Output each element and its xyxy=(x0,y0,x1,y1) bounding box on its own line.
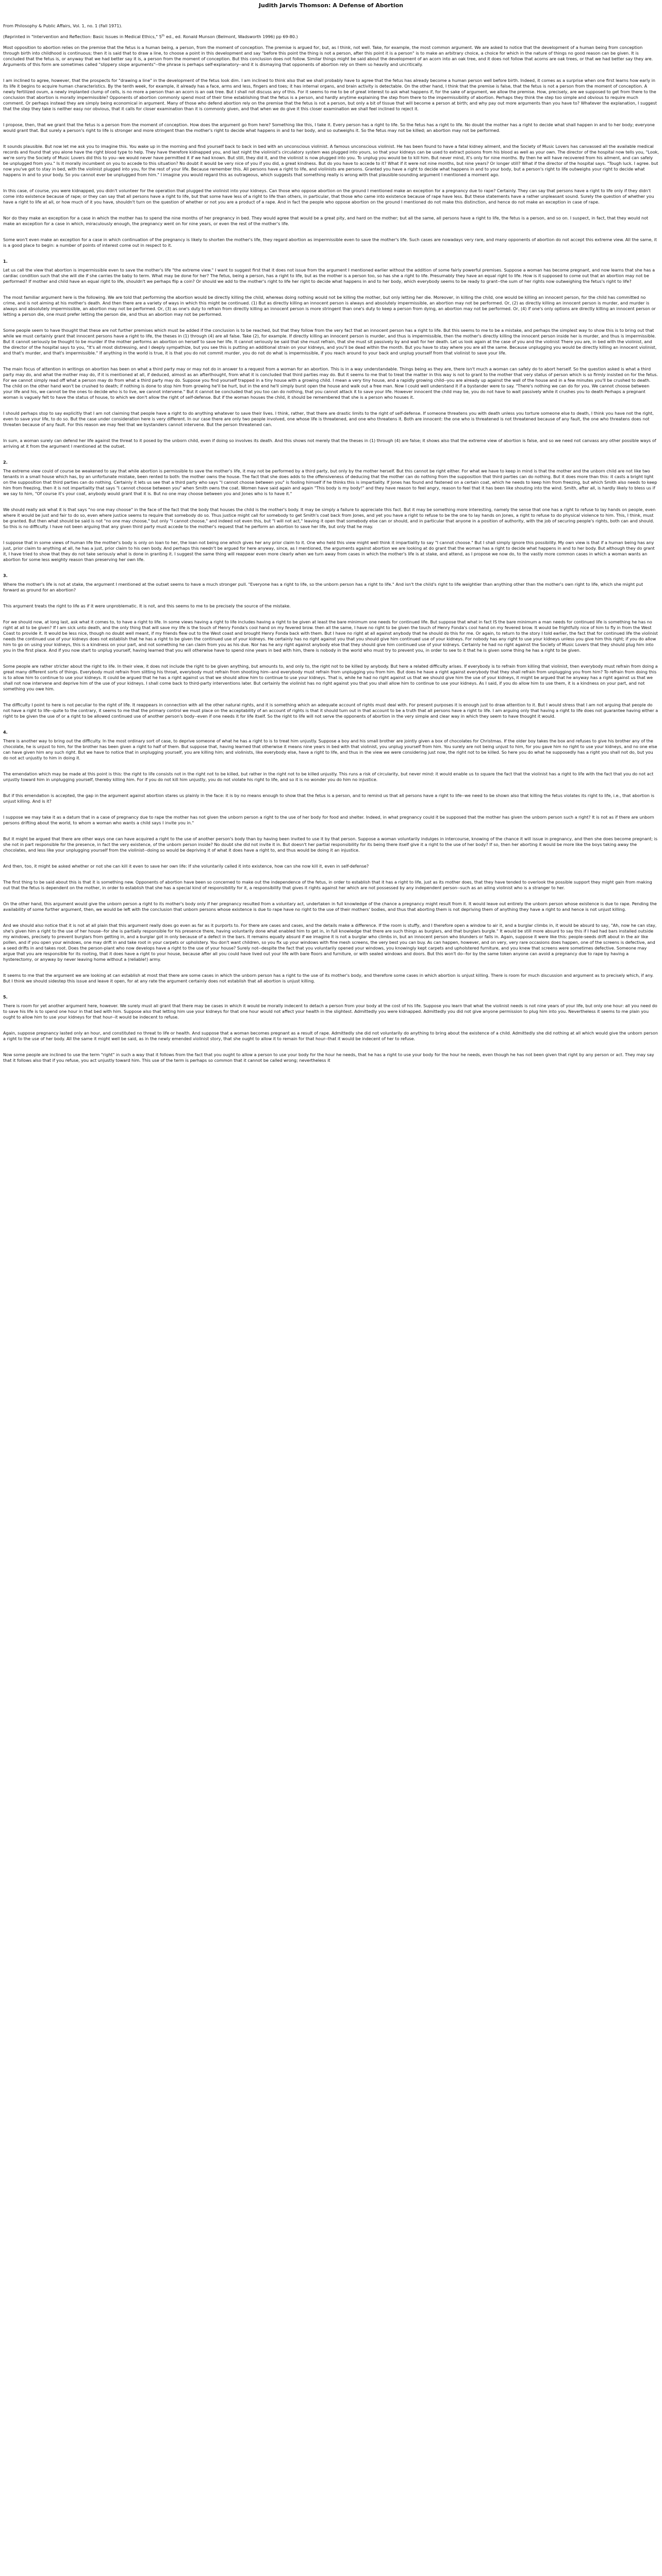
paragraph: This argument treats the right to life as if it were unproblematic. It is not, and this seems to me to be precisely the source of the mistake. xyxy=(3,603,291,608)
paragraph: Nor do they make an exception for a case in which the mother has to spend the nine months of her pregnancy in bed. They would agree that would be a great pity, and hard on the mother; but all the same, all persons have a right to life, the fetus is a person, and so on. I suspect, in fact, that they would not make an exception for a case in which, miraculously enough, the pregnancy went on for nine years, or even the rest of the mother's life. xyxy=(3,215,649,226)
paragraph: On the other hand, this argument would give the unborn person a right to its mother's body only if her pregnancy resulted from a voluntary act, undertaken in full knowledge of the chance a pregnancy might result from it. It would leave out entirely the unborn person whose existence is due to rape. Pending the availability of some further argument, then, we would be left with the conclusion that unborn persons whose existence is due to rape have no right to the use of their mothers' bodies, and thus that aborting them is not depriving them of anything they have a right to and hence is not unjust killing. xyxy=(3,901,657,912)
paragraph: I suppose that in some views of human life the mother's body is only on loan to her, the loan not being one which gives her any prior claim to it. One who held this view might well think it impartiality to say "I cannot choose." But I shall simply ignore this possibility. My own view is that if a human being has any just, prior claim to anything at all, he has a just, prior claim to his own body. And perhaps this needn't be argued for here anyway, since, as I mentioned, the arguments against abortion we are looking at do grant that the woman has a right to decide what happens in and to her body. But although they do grant it, I have tried to show that they do not take seriously what is done in granting it. I suggest the same thing will reappear even more clearly when we turn away from cases in which the mother's life is at stake, and attend, as I propose we now do, to the vastly more common cases in which a woman wants an abortion for some less weighty reason than preserving her own life. xyxy=(3,539,655,562)
section-number-1: 1. xyxy=(3,258,8,264)
paragraph: Some people are rather stricter about the right to life. In their view, it does not include the right to be given anything, but amounts to, and only to, the right not to be killed by anybody. But here a related difficulty arises. If everybody is to refrain from killing that violinist, then everybody must refrain from doing a great many different sorts of things. Everybody must refrain from slitting his throat, everybody must refrain from shooting him--and everybody must refrain from unplugging you from him. But does he have a right against everybody that they shall refrain from unplugging you from him? To refrain from doing this is to allow him to continue to use your kidneys. It could be argued that he has a right against us that we should allow him to continue to use your kidneys. That is, while he had no right against us that we should give him the use of your kidneys, it might be argued that he anyway has a right against us that we shall not now intervene and deprive him of the use of your kidneys. I shall come back to third-party interventions later. But certainly the violinist has no right against you that you shall allow him to continue to use your kidneys. As I said, if you do allow him to use them, it is a kindness on your part, and not something you owe him. xyxy=(3,663,658,691)
paragraph: There is room for yet another argument here, however. We surely must all grant that there may be cases in which it would be morally indecent to detach a person from your body at the cost of his life. Suppose you learn that what the violinist needs is not nine years of your life, but only one hour: all you need do to save his life is to spend one hour in that bed with him. Suppose also that letting him use your kidneys for that one hour would not affect your health in the slightest. Admittedly you were kidnapped. Admittedly you did not give anyone permission to plug him into you. Nevertheless it seems to me plain you ought to allow him to use your kidneys for that hour--it would be indecent to refuse. xyxy=(3,1003,657,1020)
reprint-citation xyxy=(3,34,659,40)
paragraph: I should perhaps stop to say explicitly that I am not claiming that people have a right to do anything whatever to save their lives. I think, rather, that there are drastic limits to the right of self-defense. If someone threatens you with death unless you torture someone else to death, I think you have not the right, even to save your life, to do so. But the case under consideration here is very different. In our case there are only two people involved, one whose life is threatened, and one who threatens it. Both are innocent: the one who is threatened is not threatened because of any fault, the one who threatens does not threaten because of any fault. For this reason we may feel that we bystanders cannot intervene. But the person threatened can. xyxy=(3,410,654,427)
section-number-5: 5. xyxy=(3,994,8,999)
paragraph: Where the mother's life is not at stake, the argument I mentioned at the outset seems to have a much stronger pull. "Everyone has a right to life, so the unborn person has a right to life." And isn't the child's right to life weightier than anything other than the mother's own right to life, which she might put forward as ground for an abortion? xyxy=(3,581,643,592)
paragraph: For we should now, at long last, ask what it comes to, to have a right to life. In some views having a right to life includes having a right to be given at least the bare minimum one needs for continued life. But suppose that what in fact IS the bare minimum a man needs for continued life is something he has no right at all to be given? If I am sick unto death, and the only thing that will save my life is the touch of Henry Fonda's cool hand on my fevered brow. then all the same, I have no right to be given the touch of Henry Fonda's cool hand on my fevered brow. It would be frightfully nice of him to fly in from the West Coast to provide it. It would be less nice, though no doubt well meant, if my friends flew out to the West coast and brought Henry Fonda back with them. But I have no right at all against anybody that he should do this for me. Or again, to return to the story I told earlier, the fact that for continued life the violinist needs the continued use of your kidneys does not establish that he has a right to be given the continued use of your kidneys. He certainly has no right against you that you should give him continued use of your kidneys. For nobody has any right to use your kidneys unless you give him this right; if you do allow him to go on using your kidneys, this is a kindness on your part, and not something he can claim from you as his due. Nor has he any right against anybody else that they should give him continued use of your kidneys. Certainly he had no right against the Society of Music Lovers that they should plug him into you in the first place. And if you now start to unplug yourself, having learned that you will otherwise have to spend nine years in bed with him, there is nobody in the world who must try to prevent you, in order to see to it that he is given some thing he has a right to be given. xyxy=(3,619,658,653)
reprint-citation-part1: (Reprinted in "Intervention and Reflection: Basic Issues in Medical Ethics," 5 xyxy=(3,33,162,39)
section-number-3: 3. xyxy=(3,572,8,578)
paragraph: And then, too, it might be asked whether or not she can kill it even to save her own life: If she voluntarily called it into existence, how can she now kill it, even in self-defense? xyxy=(3,863,369,869)
paragraph: The first thing to be said about this is that it is something new. Opponents of abortion have been so concerned to make out the independence of the fetus, in order to establish that it has a right to life, just as its mother does, that they have tended to overlook the possible support they might gain from making out that the fetus is dependent on the mother, in order to establish that she has a special kind of responsibility for it, a responsibility that gives it rights against her which are not possessed by any independent person--such as an ailing violinist who is a stranger to her. xyxy=(3,879,652,890)
paragraph: The most familiar argument here is the following. We are told that performing the abortion would be directly killing the child, whereas doing nothing would not be killing the mother, but only letting her die. Moreover, in killing the child, one would be killing an innocent person, for the child has committed no crime, and is not aiming at his mother's death. And then there are a variety of ways in which this might be continued. (1) But as directly killing an innocent person is always and absolutely impermissible, an abortion may not be performed. Or, (2) as directly killing an innocent person is murder, and murder is always and absolutely impermissible, an abortion may not be performed. Or, (3) as one's duty to refrain from directly killing an innocent person is more stringent than one's duty to keep a person from dying, an abortion may not be performed. Or, (4) if one's only options are directly killing an innocent person or letting a person die, one must prefer letting the person die, and thus an abortion may not be performed. xyxy=(3,294,656,317)
paragraph: The main focus of attention in writings on abortion has been on what a third party may or may not do in answer to a request from a woman for an abortion. This is in a way understandable. Things being as they are, there isn't much a woman can safely do to abort herself. So the question asked is what a third party may do, and what the mother may do, if it is mentioned at all, if deduced, almost as an afterthought, from what it is concluded that third parties may do. But it seems to me that to treat the matter in this way is not to grant to the mother that very status of person which is so firmly insisted on for the fetus. For we cannot simply read off what a person may do from what a third party may do. Suppose you find yourself trapped in a tiny house with a growing child. I mean a very tiny house, and a rapidly growing child--you are already up against the wall of the house and in a few minutes you'll be crushed to death. The child on the other hand won't be crushed to death; if nothing is done to stop him from growing he'll be hurt, but in the end he'll simply burst open the house and walk out a free man. Now I could well understand it if a bystander were to say. "There's nothing we can do for you. We cannot choose between your life and his, we cannot be the ones to decide who is to live, we cannot intervene." But it cannot be concluded that you too can do nothing, that you cannot attack it to save your life. However innocent the child may be, you do not have to wait passively while it crushes you to death Perhaps a pregnant woman is vaguely felt to have the status of house, to which we don't allow the right of self-defense. But if the woman houses the child, it should be remembered that she is a person who houses it. xyxy=(3,366,658,400)
document-title: Judith Jarvis Thomson: A Defense of Abortion xyxy=(258,2,404,9)
paragraph: It sounds plausible. But now let me ask you to imagine this. You wake up in the morning and find yourself back to back in bed with an unconscious violinist. A famous unconscious violinist. He has been found to have a fatal kidney ailment, and the Society of Music Lovers has canvassed all the available medical records and found that you alone have the right blood type to help. They have therefore kidnapped you, and last night the violinist's circulatory system was plugged into yours, so that your kidneys can be used to extract poisons from his blood as well as your own. The director of the hospital now tells you, "Look, we're sorry the Society of Music Lovers did this to you--we would never have permitted it if we had known. But still, they did it, and the violinist is now plugged into you. To unplug you would be to kill him. But never mind, it's only for nine months. By then he will have recovered from his ailment, and can safely be unplugged from you." Is it morally incumbent on you to accede to this situation? No doubt it would be very nice of you if you did, a great kindness. But do you have to accede to it? What if it were not nine months, but nine years? Or longer still? What if the director of the hospital says. "Tough luck. I agree. but now you've got to stay in bed, with the violinist plugged into you, for the rest of your life. Because remember this. All persons have a right to life, and violinists are persons. Granted you have a right to decide what happens in and to your body, but a person's right to life outweighs your right to decide what happens in and to your body. So you cannot ever be unplugged from him." I imagine you would regard this as outrageous, which suggests that something really is wrong with that plausible-sounding argument I mentioned a moment ago. xyxy=(3,143,659,177)
source-citation: From Philosophy & Public Affairs, Vol. 1, no. 1 (Fall 1971). xyxy=(3,23,123,28)
paragraph: The emendation which may be made at this point is this: the right to life consists not in the right not to be killed, but rather in the right not to be killed unjustly. This runs a risk of circularity, but never mind: it would enable us to square the fact that the violinist has a right to life with the fact that you do not act unjustly toward him in unplugging yourself, thereby killing him. For if you do not kill him unjustly, you do not violate his right to life, and so it is no wonder you do him no injustice. xyxy=(3,771,654,782)
paragraph: And we should also notice that it is not at all plain that this argument really does go even as far as it purports to. For there are cases and cases, and the details make a difference. If the room is stuffy, and I therefore open a window to air it, and a burglar climbs in, it would be absurd to say, "Ah, now he can stay, she's given him a right to the use of her house--for she is partially responsible for his presence there, having voluntarily done what enabled him to get in, in full knowledge that there are such things as burglars, and that burglars burgle." It would be still more absurd to say this if I had had bars installed outside my windows, precisely to prevent burglars from getting in, and a burglar got in only because of a defect in the bars. It remains equally absurd if we imagine it is not a burglar who climbs in, but an innocent person who blunders or falls in. Again, suppose it were like this: people-seeds drift about in the air like pollen, and if you open your windows, one may drift in and take root in your carpets or upholstery. You don't want children, so you fix up your windows with fine mesh screens, the very best you can buy. As can happen, however, and on very, very rare occasions does happen, one of the screens is defective, and a seed drifts in and takes root. Does the person-plant who now develops have a right to the use of your house? Surely not--despite the fact that you voluntarily opened your windows, you knowingly kept carpets and upholstered furniture, and you knew that screens were sometimes defective. Someone may argue that you are responsible for its rooting, that it does have a right to your house, because after all you could have lived out your life with bare floors and furniture, or with sealed windows and doors. But this won't do--for by the same token anyone can avoid a pregnancy due to rape by having a hysterectomy, or anyway by never leaving home without a (reliable!) army. xyxy=(3,922,657,962)
paragraph: The difficulty I point to here is not peculiar to the right of life. It reappears in connection with all the other natural rights, and it is something which an adequate account of rights must deal with. For present purposes it is enough just to draw attention to it. But I would stress that I am not arguing that people do not have a right to life--quite to the contrary, it seems to me that the primary control we must place on the acceptability of an account of rights is that it should turn out in that account to be a truth that all persons have a right to life. I am arguing only that having a right to life does not guarantee having either a right to be given the use of or a right to be allowed continued use of another person's body--even if one needs it for life itself. So the right to life will not serve the opponents of abortion in the very simple and clear way in which they seem to have thought it would. xyxy=(3,702,658,719)
paragraph: I propose, then, that we grant that the fetus is a person from the moment of conception. How does the argument go from here? Something like this, I take it. Every person has a right to life. So the fetus has a right to life. No doubt the mother has a right to decide what shall happen in and to her body; everyone would grant that. But surely a person's right to life is stronger and more stringent than the mother's right to decide what happens in and to her body, and so outweighs it. So the fetus may not be killed; an abortion may not be performed. xyxy=(3,122,655,133)
paragraph: Let us call the view that abortion is impermissible even to save the mother's life "the extreme view." I want to suggest first that it does not issue from the argument I mentioned earlier without the addition of some fairly powerful premises. Suppose a woman has become pregnant, and now learns that she has a cardiac condition such that she will die if she carries the baby to term. What may be done for her? The fetus, being a person, has a right to life, but as the mother is a person too, so has she a right to life. Presumably they have an equal right to life. How is it supposed to come out that an abortion may not be performed? If mother and child have an equal right to life, shouldn't we perhaps flip a coin? Or should we add to the mother's right to life her right to decide what happens in and to her body, which everybody seems to be ready to grant--the sum of her rights now outweighing the fetus's right to life? xyxy=(3,267,655,284)
paragraph: But it might be argued that there are other ways one can have acquired a right to the use of another person's body than by having been invited to use it by that person. Suppose a woman voluntarily indulges in intercourse, knowing of the chance it will issue in pregnancy, and then she does become pregnant; is she not in part responsible for the presence, in fact the very existence, of the unborn person inside? No doubt she did not invite it in. But doesn't her partial responsibility for its being there itself give it a right to the use of her body? If so, then her aborting it would be more like the boys taking away the chocolates, and less like your unplugging yourself from the violinist--doing so would be depriving it of what it does have a right to, and thus would be doing it an injustice. xyxy=(3,836,658,853)
paragraph: It seems to me that the argument we are looking at can establish at most that there are some cases in which the unborn person has a right to the use of its mother's body, and therefore some cases in which abortion is unjust killing. There is room for much discussion and argument as to precisely which, if any. But I think we should sidestep this issue and leave it open, for at any rate the argument certainly does not establish that all abortion is unjust killing. xyxy=(3,972,654,984)
section-number-2: 2. xyxy=(3,459,8,465)
paragraph: Some people seem to have thought that these are not further premises which must be added if the conclusion is to be reached, but that they follow from the very fact that an innocent person has a right to life. But this seems to me to be a mistake, and perhaps the simplest way to show this is to bring out that while we must certainly grant that innocent persons have a right to life, the theses in (1) through (4) are all false. Take (2), for example. If directly killing an innocent person is murder, and thus is impermissible, then the mother's directly killing the innocent person inside her is murder, and thus is impermissible. But it cannot seriously be thought to be murder if the mother performs an abortion on herself to save her life. It cannot seriously be said that she must refrain, that she must sit passively by and wait for her death. Let us look again at the case of you and the violinist There you are, in bed with the violinist, and the director of the hospital says to you, "It's all most distressing, and I deeply sympathize, but you see this is putting an additional strain on your kidneys, and you'll be dead within the month. But you have to stay where you are all the same. Because unplugging you would be directly killing an innocent violinist, and that's murder, and that's impermissible." If anything in the world is true, it is that you do not commit murder, you do not do what is impermissible, if you reach around to your back and unplug yourself from that violinist to save your life. xyxy=(3,327,657,355)
paragraph: But if this emendation is accepted, the gap in the argument against abortion stares us plainly in the face: it is by no means enough to show that the fetus is a person, and to remind us that all persons have a right to life--we need to be shown also that killing the fetus violates its right to life, i.e., that abortion is unjust killing. And is it? xyxy=(3,792,655,804)
paragraph: Again, suppose pregnancy lasted only an hour, and constituted no threat to life or health. And suppose that a woman becomes pregnant as a result of rape. Admittedly she did not voluntarily do anything to bring about the existence of a child. Admittedly she did nothing at all which would give the unborn person a right to the use of her body. All the same it might well be said, as in the newly emended violinist story, that she ought to allow it to remain for that hour--that it would be indecent of her to refuse. xyxy=(3,1030,658,1041)
reprint-citation-superscript: th xyxy=(161,34,165,38)
paragraph: Most opposition to abortion relies on the premise that the fetus is a human being, a person, from the moment of conception. The premise is argued for, but, as I think, not well. Take, for example, the most common argument. We are asked to notice that the development of a human being from conception through birth into childhood is continuous; then it is said that to draw a line, to choose a point in this development and say "before this point the thing is not a person, after this point it is a person" is to make an arbitrary choice, a choice for which in the nature of things no good reason can be given. It is concluded that the fetus is, or anyway that we had better say it is, a person from the moment of conception. But this conclusion does not follow. Similar things might be said about the development of an acorn into an oak tree, and it does not follow that acorns are oak trees, or that we had better say they are. Arguments of this form are sometimes called "slippery slope arguments"--the phrase is perhaps self-explanatory--and it is dismaying that opponents of abortion rely on them so heavily and uncritically. xyxy=(3,44,653,67)
reprint-citation-part2: ed., ed. Ronald Munson (Belmont, Wadsworth 1996) pp 69-80.) xyxy=(164,33,298,39)
paragraph: I suppose we may take it as a datum that in a case of pregnancy due to rape the mother has not given the unborn person a right to the use of her body for food and shelter. Indeed, in what pregnancy could it be supposed that the mother has given the unborn person such a right? It is not as if there are unborn persons drifting about the world, to whom a woman who wants a child says I invite you in." xyxy=(3,814,654,825)
paragraph: Some won't even make an exception for a case in which continuation of the pregnancy is likely to shorten the mother's life, they regard abortion as impermissible even to save the mother's life. Such cases are nowadays very rare, and many opponents of abortion do not accept this extreme view. All the same, it is a good place to begin: a number of points of interest come out in respect to it. xyxy=(3,236,657,248)
paragraph: The extreme view could of course be weakened to say that while abortion is permissible to save the mother's life, it may not be performed by a third party, but only by the mother herself. But this cannot be right either. For what we have to keep in mind is that the mother and the unborn child are not like two tenants in a small house which has, by an unfortunate mistake, been rented to both: the mother owns the house. The fact that she does adds to the offensiveness of deducing that the mother can do nothing from the supposition that third parties can do nothing. But it does more than this: it casts a bright light on the supposition that third parties can do nothing. Certainly it lets us see that a third party who says "I cannot choose between you" is fooling himself if he thinks this is impartiality. If Jones has found and fastened on a certain coat, which he needs to keep him from freezing, but which Smith also needs to keep him from freezing, then it is not impartiality that says "I cannot choose between you" when Smith owns the coat. Women have said again and again "This body is my body!" and they have reason to feel angry, reason to feel that it has been like shouting into the wind. Smith, after all, is hardly likely to bless us if we say to him, "Of course it's your coat, anybody would grant that it is. But no one may choose between you and Jones who is to have it." xyxy=(3,468,657,496)
paragraph: I am inclined to agree, however, that the prospects for "drawing a line" in the development of the fetus look dim. I am inclined to think also that we shall probably have to agree that the fetus has already become a human person well before birth. Indeed, it comes as a surprise when one first learns how early in its life it begins to acquire human characteristics. By the tenth week, for example, it already has a face, arms and less, fingers and toes; it has internal organs, and brain activity is detectable. On the other hand, I think that the premise is false, that the fetus is not a person from the moment of conception. A newly fertilized ovum, a newly implanted clump of cells, is no more a person than an acorn is an oak tree. But I shall not discuss any of this. For it seems to me to be of great interest to ask what happens if, for the sake of argument, we allow the premise. How, precisely, are we supposed to get from there to the conclusion that abortion is morally impermissible? Opponents of abortion commonly spend most of their time establishing that the fetus is a person, and hardly anytime explaining the step from there to the impermissibility of abortion. Perhaps they think the step too simple and obvious to require much comment. Or perhaps instead they are simply being economical in argument. Many of those who defend abortion rely on the premise that the fetus is not a person, but only a bit of tissue that will become a person at birth; and why pay out more arguments than you have to? Whatever the explanation, I suggest that the step they take is neither easy nor obvious, that it calls for closer examination than it is commonly given, and that when we do give it this closer examination we shall feel inclined to reject it. xyxy=(3,77,657,111)
paragraph: We should really ask what it is that says "no one may choose" in the face of the fact that the body that houses the child is the mother's body. It may be simply a failure to appreciate this fact. But it may be something more interesting, namely the sense that one has a right to refuse to lay hands on people, even where it would be just and fair to do so, even where justice seems to require that somebody do so. Thus justice might call for somebody to get Smith's coat back from Jones, and yet you have a right to refuse to be the one to lay hands on Jones, a right to refuse to do physical violence to him. This, I think, must be granted. But then what should be said is not "no one may choose," but only "I cannot choose," and indeed not even this, but "I will not act," leaving it open that somebody else can or should, and in particular that anyone in a position of authority, with the job of securing people's rights, both can and should. So this is no difficulty. I have not been arguing that any given third party must accede to the mother's request that he perform an abortion to save her life, but only that he may. xyxy=(3,506,656,529)
paragraph: In this case, of course, you were kidnapped, you didn't volunteer for the operation that plugged the violinist into your kidneys. Can those who oppose abortion on the ground I mentioned make an exception for a pregnancy due to rape? Certainly. They can say that persons have a right to life only if they didn't come into existence because of rape; or they can say that all persons have a right to life, but that some have less of a right to life than others, in particular, that those who came into existence because of rape have less. But these statements have a rather unpleasant sound. Surely the question of whether you have a right to life at all, or how much of it you have, shouldn't turn on the question of whether or not you are a product of a rape. And in fact the people who oppose abortion on the ground I mentioned do not make this distinction, and hence do not make an exception in case of rape. xyxy=(3,188,654,205)
paragraph: There is another way to bring out the difficulty. In the most ordinary sort of case, to deprive someone of what he has a right to is to treat him unjustly. Suppose a boy and his small brother are jointly given a box of chocolates for Christmas. If the older boy takes the box and refuses to give his brother any of the chocolate, he is unjust to him, for the brother has been given a right to half of them. But suppose that, having learned that otherwise it means nine years in bed with that violinist, you unplug yourself from him. You surely are not being unjust to him, for you gave him no right to use your kidneys, and no one else can have given him any such right. But we have to notice that in unplugging yourself, you are killing him; and violinists, like everybody else, have a right to life, and thus in the view we were considering just now, the right not to be killed. So here you do what he supposedly has a right you shall not do, but you do not act unjustly to him in doing it. xyxy=(3,738,657,760)
section-number-4: 4. xyxy=(3,729,8,735)
paragraph: Now some people are inclined to use the term "right" in such a way that it follows from the fact that you ought to allow a person to use your body for the hour he needs, that he has a right to use your body for the hour he needs, even though he has not been given that right by any person or act. They may say that it follows also that if you refuse, you act unjustly toward him. This use of the term is perhaps so common that it cannot be called wrong; nevertheless it xyxy=(3,1052,654,1063)
paragraph: In sum, a woman surely can defend her life against the threat to it posed by the unborn child, even if doing so involves its death. And this shows not merely that the theses in (1) through (4) are false; it shows also that the extreme view of abortion is false, and so we need not canvass any other possible ways of arriving at it from the argument I mentioned at the outset. xyxy=(3,437,656,449)
